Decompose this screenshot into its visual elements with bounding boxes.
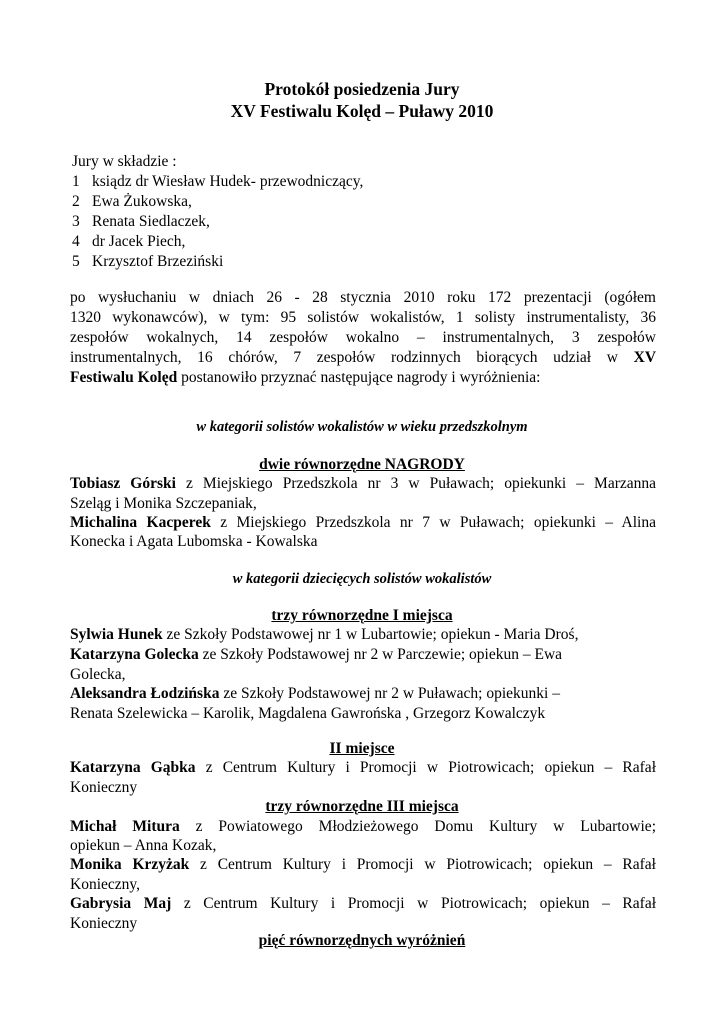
entry-krzyzak-line-1: Monika Krzyżak z Centrum Kultury i Promocji w Piotrowicach; opiekun – Rafał [70,856,656,873]
paragraph-line-4: instrumentalnych, 16 chórów, 7 zespołów rodzinnych biorących udział w XV [70,349,657,366]
entry-hunek-line-1: Sylwia Hunek ze Szkoły Podstawowej nr 1 w Lubartowie; opiekun - Maria Droś, [70,626,579,643]
entry-mitura-line-2: opiekun – Anna Kozak, [70,837,217,854]
entry-golecka-line-2: Golecka, [70,666,126,683]
entry-gabka-line-1: Katarzyna Gąbka z Centrum Kultury i Promocji w Piotrowicach; opiekun – Rafał [70,759,656,776]
category-heading-children: w kategorii dziecięcych solistów wokalistów [232,571,492,587]
jury-member-3: 3 Renata Siedlaczek, [72,213,210,230]
jury-member-2: 2 Ewa Żukowska, [72,193,192,210]
jury-member-4: 4 dr Jacek Piech, [72,233,186,250]
jury-intro: Jury w składzie : [72,153,177,170]
document-title-line1: Protokół posiedzenia Jury [264,79,460,99]
paragraph-line-2: 1320 wykonawców), w tym: 95 solistów wokalistów, 1 solisty instrumentalisty, 36 [70,309,656,326]
award-heading-distinctions: pięć równorzędnych wyróżnień [258,932,466,949]
entry-gorski-line-2: Szeląg i Monika Szczepaniak, [70,495,257,512]
category-heading-preschool: w kategorii solistów wokalistów w wieku przedszkolnym [196,419,528,435]
entry-maj-line-1: Gabrysia Maj z Centrum Kultury i Promocji w Piotrowicach; opiekun – Rafał [70,895,657,912]
paragraph-line-5: Festiwalu Kolęd postanowiło przyznać następujące nagrody i wyróżnienia: [70,369,541,386]
award-heading-first-place: trzy równorzędne I miejsca [271,607,453,624]
document-title-line2: XV Festiwalu Kolęd – Puławy 2010 [230,101,494,121]
entry-maj-line-2: Konieczny [70,915,138,932]
entry-gabka-line-2: Konieczny [70,779,138,796]
entry-krzyzak-line-2: Konieczny, [70,876,141,893]
award-heading-third-place: trzy równorzędne III miejsca [265,798,459,815]
award-heading-second-place: II miejsce [329,740,395,757]
entry-lodzinska-line-1: Aleksandra Łodzińska ze Szkoły Podstawowej nr 2 w Puławach; opiekunki – [70,685,560,702]
jury-member-5: 5 Krzysztof Brzeziński [72,253,224,270]
entry-kacperek-line-1: Michalina Kacperek z Miejskiego Przedszkola nr 7 w Puławach; opiekunki – Alina [70,514,656,531]
entry-mitura-line-1: Michał Mitura z Powiatowego Młodzieżowego Domu Kultury w Lubartowie; [70,818,656,835]
entry-kacperek-line-2: Konecka i Agata Lubomska - Kowalska [70,533,318,550]
award-heading-nagrody: dwie równorzędne NAGRODY [259,456,465,473]
entry-lodzinska-line-2: Renata Szelewicka – Karolik, Magdalena Gawrońska , Grzegorz Kowalczyk [70,705,546,722]
jury-member-1: 1 ksiądz dr Wiesław Hudek- przewodniczący, [72,173,364,190]
entry-gorski-line-1: Tobiasz Górski z Miejskiego Przedszkola nr 3 w Puławach; opiekunki – Marzanna [70,475,657,492]
paragraph-line-3: zespołów wokalnych, 14 zespołów wokalno – instrumentalnych, 3 zespołów [70,329,656,346]
paragraph-line-1: po wysłuchaniu w dniach 26 - 28 stycznia 2010 roku 172 prezentacji (ogółem [70,289,656,306]
entry-golecka-line-1: Katarzyna Golecka ze Szkoły Podstawowej nr 2 w Parczewie; opiekun – Ewa [70,646,563,663]
